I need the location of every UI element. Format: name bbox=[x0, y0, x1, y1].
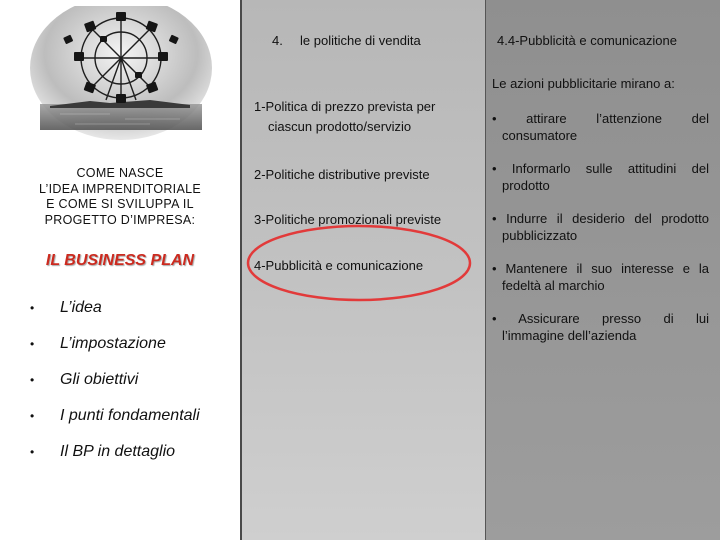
list-item-continuation: pubblicizzato bbox=[502, 228, 578, 243]
list-item-label: L’idea bbox=[60, 299, 102, 316]
list-item-first-line: • Assicurare presso di lui bbox=[492, 311, 709, 326]
section-header bbox=[272, 33, 421, 48]
list-item bbox=[30, 334, 200, 370]
bullet-icon: • bbox=[30, 445, 35, 459]
list-item-label: L’impostazione bbox=[60, 335, 166, 352]
bullet-icon: • bbox=[30, 337, 35, 351]
list-item-continuation: l’immagine dell’azienda bbox=[502, 328, 637, 343]
list-item-first-line: • Indurre il desiderio del prodotto bbox=[492, 211, 709, 226]
list-item bbox=[492, 310, 709, 344]
list-item-label: Il BP in dettaglio bbox=[60, 443, 176, 460]
topic-list bbox=[30, 298, 200, 478]
business-plan-title: IL BUSINESS PLAN bbox=[45, 252, 195, 269]
list-item bbox=[30, 298, 200, 334]
policy-item bbox=[254, 97, 469, 137]
section-number: 4. bbox=[272, 33, 283, 48]
idea-title bbox=[20, 166, 220, 228]
idea-title-line: PROGETTO D’IMPRESA: bbox=[44, 212, 196, 227]
list-item-continuation: consumatore bbox=[502, 128, 578, 143]
list-item bbox=[492, 210, 709, 244]
list-item bbox=[30, 442, 200, 478]
list-item bbox=[492, 260, 709, 294]
section-title: le politiche di vendita bbox=[300, 33, 421, 48]
idea-title-line: E COME SI SVILUPPA IL bbox=[46, 197, 194, 211]
right-intro: Le azioni pubblicitarie mirano a: bbox=[492, 76, 675, 91]
policy-item-line: 1-Politica di prezzo prevista per bbox=[254, 99, 436, 114]
list-item-continuation: fedeltà al marchio bbox=[502, 278, 605, 293]
list-item-first-line: • Mantenere il suo interesse e la bbox=[492, 261, 709, 276]
list-item-label: Gli obiettivi bbox=[60, 371, 139, 388]
idea-title-line: COME NASCE bbox=[76, 166, 164, 180]
bullet-icon: • bbox=[30, 409, 35, 423]
right-header: 4.4-Pubblicità e comunicazione bbox=[497, 33, 677, 48]
policy-item-highlighted: 4-Pubblicità e comunicazione bbox=[254, 258, 424, 273]
policy-item-line: ciascun prodotto/servizio bbox=[268, 119, 412, 134]
list-item-label: I punti fondamentali bbox=[60, 407, 200, 424]
bullet-icon: • bbox=[30, 373, 35, 387]
bullet-icon: • bbox=[30, 301, 35, 315]
policy-item: 2-Politiche distributive previste bbox=[254, 167, 430, 182]
list-item-continuation: prodotto bbox=[502, 178, 550, 193]
idea-title-line: L’IDEA IMPRENDITORIALE bbox=[39, 181, 201, 196]
list-item-first-line: • Informarlo sulle attitudini del bbox=[492, 161, 709, 176]
list-item-first-line: • attirare l’attenzione del bbox=[492, 111, 709, 126]
highlight-ellipse bbox=[245, 223, 473, 303]
list-item bbox=[30, 406, 200, 442]
list-item bbox=[492, 110, 709, 144]
list-item bbox=[492, 160, 709, 194]
list-item bbox=[30, 370, 200, 406]
ferris-wheel-photo bbox=[30, 6, 212, 141]
policy-item: 3-Politiche promozionali previste bbox=[254, 212, 442, 227]
